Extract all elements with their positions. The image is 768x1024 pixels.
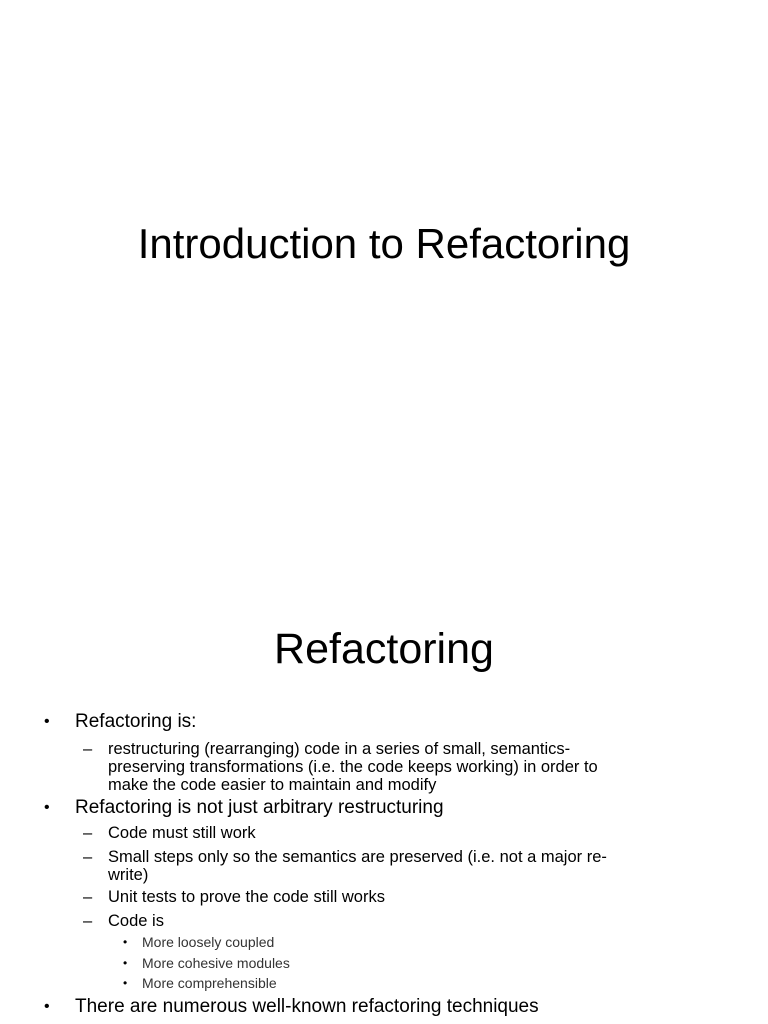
sub-bullet-item	[83, 824, 256, 842]
sub-sub-bullet-text: More comprehensible	[142, 975, 277, 991]
bullet-marker: •	[123, 976, 128, 990]
bullet-item	[44, 996, 539, 1018]
sub-bullet-text: restructuring (rearranging) code in a series of small, semantics-	[108, 740, 571, 758]
sub-bullet-item	[83, 888, 385, 906]
sub-sub-bullet-item	[123, 975, 277, 992]
bullet-text: Refactoring is:	[75, 711, 197, 732]
sub-sub-bullet-item	[123, 934, 275, 951]
bullet-marker: •	[123, 956, 128, 970]
slide-title: Refactoring	[274, 625, 494, 673]
sub-bullet-continuation	[108, 758, 598, 776]
bullet-marker: •	[44, 713, 50, 730]
sub-bullet-text: Unit tests to prove the code still works	[108, 888, 385, 906]
bullet-marker: •	[123, 935, 128, 949]
sub-bullet-text: Code must still work	[108, 824, 256, 842]
bullet-text: There are numerous well-known refactoring techniques	[75, 996, 539, 1017]
sub-bullet-item	[83, 848, 607, 866]
dash-marker: –	[83, 912, 93, 930]
bullet-item	[44, 797, 444, 819]
sub-bullet-continuation	[108, 866, 148, 884]
dash-marker: –	[83, 888, 93, 906]
sub-bullet-text: write)	[108, 866, 149, 884]
dash-marker: –	[83, 848, 93, 866]
sub-bullet-text: Small steps only so the semantics are preserved (i.e. not a major re-	[108, 848, 607, 866]
bullet-item	[44, 711, 197, 733]
dash-marker: –	[83, 740, 93, 758]
sub-bullet-text: preserving transformations (i.e. the code keeps working) in order to	[108, 758, 598, 776]
bullet-marker: •	[44, 799, 50, 816]
dash-marker: –	[83, 824, 93, 842]
sub-sub-bullet-item	[123, 955, 290, 972]
slide-title: Introduction to Refactoring	[137, 220, 631, 267]
sub-bullet-text: Code is	[108, 912, 164, 930]
sub-bullet-item	[83, 740, 571, 758]
bullet-marker: •	[44, 998, 50, 1015]
bullet-text: Refactoring is not just arbitrary restructuring	[75, 797, 444, 818]
sub-bullet-text: make the code easier to maintain and modify	[108, 776, 437, 794]
sub-sub-bullet-text: More loosely coupled	[142, 934, 275, 950]
sub-bullet-continuation	[108, 776, 436, 794]
sub-bullet-item	[83, 912, 164, 930]
sub-sub-bullet-text: More cohesive modules	[142, 955, 290, 971]
